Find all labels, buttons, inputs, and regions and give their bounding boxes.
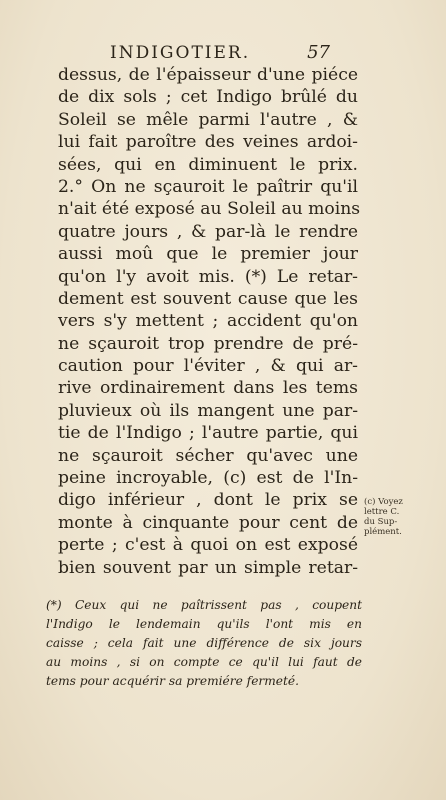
text-line: n'ait été exposé au Soleil au moins [58,199,361,220]
footnote-line: (*) Ceux qui ne paîtrissent pas , coupent [46,598,362,612]
text-line: pluvieux où ils mangent une par- [58,400,358,421]
footnote-line: l'Indigo le lendemain qu'ils l'ont mis en [46,617,362,631]
text-line: dessus, de l'épaisseur d'une piéce [58,65,358,85]
text-line: dement est souvent cause que les [58,288,358,309]
text-line: de dix sols ; cet Indigo brûlé du [58,87,358,108]
text-line: aussi moû que le premier jour [58,244,358,265]
text-line: vers s'y mettent ; accident qu'on [58,311,358,332]
text-line: ne sçauroit trop prendre de pré- [58,333,358,354]
text-line: bien souvent par un simple retar- [58,557,358,578]
footnote-line: au moins , si on compte ce qu'il lui faut de [46,655,362,669]
text-line: sées, qui en diminuent le prix. [58,154,358,175]
footnote [46,596,362,691]
text-line: perte ; c'est à quoi on est exposé [58,535,358,556]
text-line: quatre jours , & par-là le rendre [58,221,358,242]
text-line: ne sçauroit sécher qu'avec une [58,445,358,466]
margin-note-line: plément. [364,527,402,537]
margin-note-line: lettre C. [364,507,400,517]
text-line: monte à cinquante pour cent de [58,512,358,533]
main-text [58,64,361,579]
text-line: lui fait paroître des veines ardoi- [58,132,358,153]
text-line: digo inférieur , dont le prix se [58,490,358,511]
margin-note-line: du Sup- [364,517,398,527]
text-line: peine incroyable, (c) est de l'In- [58,468,358,489]
text-line: caution pour l'éviter , & qui ar- [58,356,358,377]
running-title: INDIGOTIER. [110,43,251,63]
page-number: 57 [307,42,330,63]
text-line: Soleil se mêle parmi l'autre , & [58,109,358,130]
text-line: rive ordinairement dans les tems [58,378,358,399]
margin-note [364,497,424,537]
footnote-line: caisse ; cela fait une différence de six jours [46,636,362,650]
footnote-line: tems pour acquérir sa premiére fermeté. [46,674,299,688]
text-line: tie de l'Indigo ; l'autre partie, qui [58,423,358,444]
margin-note-line: (c) Voyez [364,497,403,507]
text-line: qu'on l'y avoit mis. (*) Le retar- [58,266,358,287]
running-header [110,42,330,63]
text-line: 2.° On ne sçauroit le paîtrir qu'il [58,176,358,197]
